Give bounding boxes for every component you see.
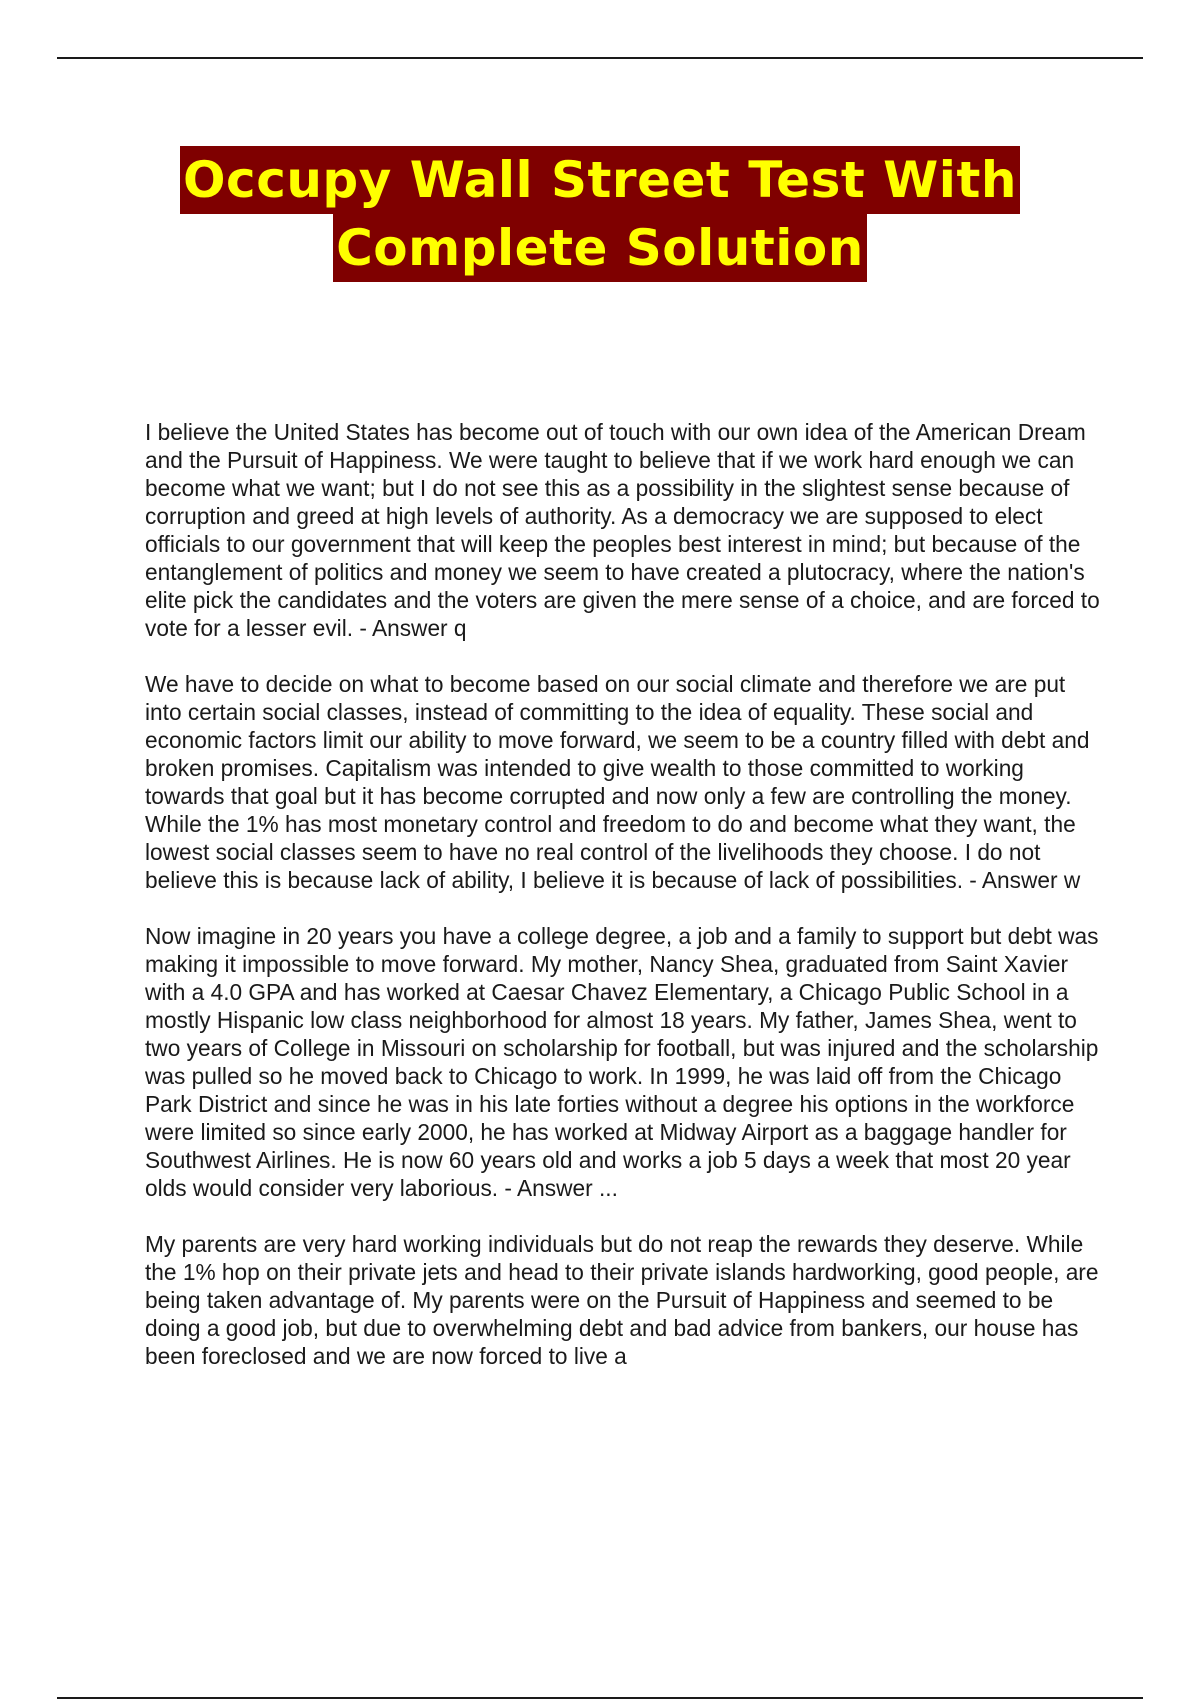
paragraph-2: We have to decide on what to become based on our social climate and therefore we are put into certain social classes, instead of committing to the idea of equality. These social and economic factors limit our ability to move forward, we seem to be a country filled with debt and broken promises. Capitalism was intended to give wealth to those committed to working towards that goal but it has become corrupted and now only a few are controlling the money. While the 1% has most monetary control and freedom to do and become what they want, the lowest social classes seem to have no real control of the livelihoods they choose. I do not believe this is because lack of ability, I believe it is because of lack of possibilities. - Answer w bbox=[145, 671, 1090, 893]
top-rule bbox=[57, 57, 1143, 59]
document-title bbox=[0, 146, 1200, 282]
document-body bbox=[145, 418, 1100, 1398]
title-line-2: Complete Solution bbox=[333, 214, 867, 282]
paragraph-3: Now imagine in 20 years you have a college degree, a job and a family to support but debt was making it impossible to move forward. My mother, Nancy Shea, graduated from Saint Xavier with a 4.0 GPA and has worked at Caesar Chavez Elementary, a Chicago Public School in a mostly Hispanic low class neighborhood for almost 18 years. My father, James Shea, went to two years of College in Missouri on scholarship for football, but was injured and the scholarship was pulled so he moved back to Chicago to work. In 1999, he was laid off from the Chicago Park District and since he was in his late forties without a degree his options in the workforce were limited so since early 2000, he has worked at Midway Airport as a baggage handler for Southwest Airlines. He is now 60 years old and works a job 5 days a week that most 20 year olds would consider very laborious. - Answer ... bbox=[145, 923, 1099, 1201]
paragraph-1: I believe the United States has become out of touch with our own idea of the American Dream and the Pursuit of Happiness. We were taught to believe that if we work hard enough we can become what we want; but I do not see this as a possibility in the slightest sense because of corruption and greed at high levels of authority. As a democracy we are supposed to elect officials to our government that will keep the peoples best interest in mind; but because of the entanglement of politics and money we seem to have created a plutocracy, where the nation's elite pick the candidates and the voters are given the mere sense of a choice, and are forced to vote for a lesser evil. - Answer q bbox=[145, 419, 1100, 641]
bottom-rule bbox=[57, 1697, 1143, 1699]
paragraph-4: My parents are very hard working individuals but do not reap the rewards they deserve. While the 1% hop on their private jets and head to their private islands hardworking, good people, are being taken advantage of. My parents were on the Pursuit of Happiness and seemed to be doing a good job, but due to overwhelming debt and bad advice from bankers, our house has been foreclosed and we are now forced to live a bbox=[145, 1231, 1099, 1369]
title-line-1: Occupy Wall Street Test With bbox=[180, 146, 1020, 214]
